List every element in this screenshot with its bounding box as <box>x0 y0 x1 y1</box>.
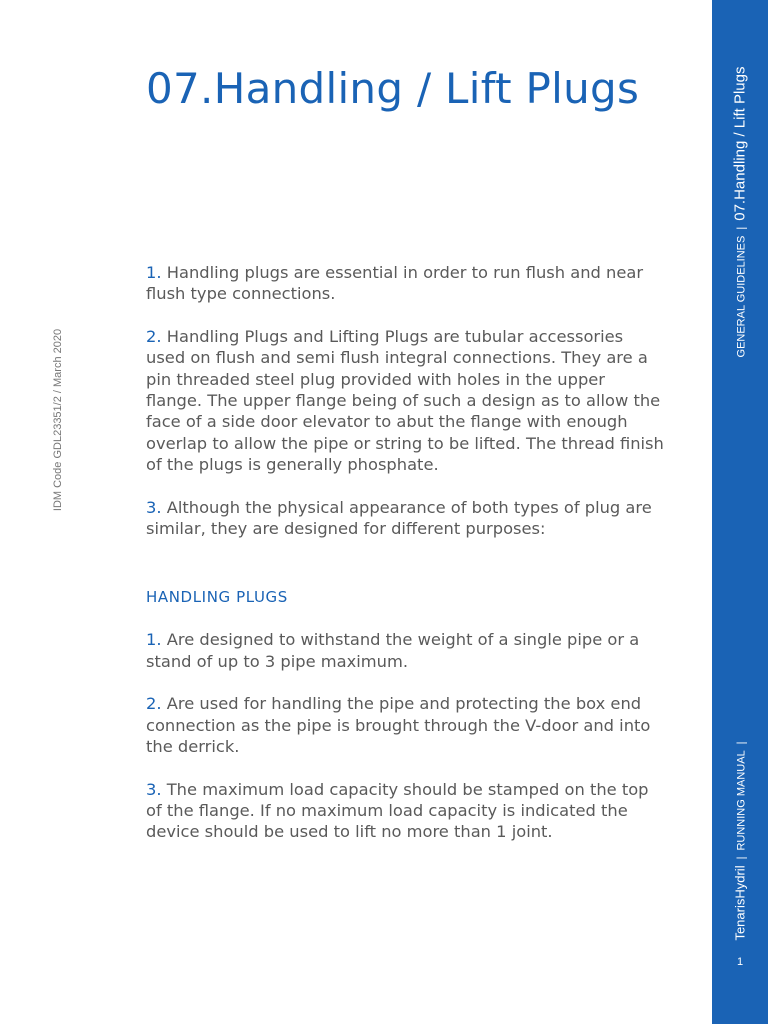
idm-code: IDM Code GDL23351/2 / March 2020 <box>52 328 64 512</box>
sidebar-header <box>732 67 749 358</box>
sidebar <box>712 0 768 1024</box>
separator: | <box>735 856 748 860</box>
chapter-title: 07.Handling / Lift Plugs <box>731 66 749 221</box>
page-number: 1 <box>736 956 744 968</box>
paragraph-number: 2. <box>146 694 162 714</box>
paragraph-text: Are used for handling the pipe and protecting the box end connection as the pipe is brought through the V-door and into the derrick. <box>146 694 651 757</box>
intro-paragraph-2 <box>146 326 666 476</box>
sidebar-footer <box>733 735 748 940</box>
manual-label: RUNNING MANUAL <box>735 750 748 851</box>
handling-item-1 <box>146 629 666 672</box>
section-heading: HANDLING PLUGS <box>146 588 288 607</box>
paragraph-text: Are designed to withstand the weight of a single pipe or a stand of up to 3 pipe maximum. <box>146 630 640 671</box>
paragraph-number: 3. <box>146 497 162 517</box>
handling-item-3 <box>146 779 666 843</box>
section-label: GENERAL GUIDELINES <box>735 235 748 358</box>
main-content <box>146 262 666 864</box>
page-title: 07.Handling / Lift Plugs <box>146 64 640 113</box>
paragraph-text: Handling plugs are essential in order to run flush and near flush type connections. <box>146 263 644 304</box>
paragraph-text: Handling Plugs and Lifting Plugs are tubular accessories used on flush and semi flush integral connections. They are a pin threaded steel plug provided with holes in the upper flange. The upper flange being of such a design as to allow the face of a side door elevator to abut the flange with enough overlap to allow the pipe or string to be lifted. The thread finish of the plugs is generally phosphate. <box>146 326 664 475</box>
brand-name: TenarisHydril <box>732 865 748 941</box>
paragraph-number: 1. <box>146 263 162 282</box>
separator: | <box>735 741 748 745</box>
handling-item-2 <box>146 693 666 757</box>
intro-paragraph-3 <box>146 497 666 540</box>
paragraph-number: 2. <box>146 326 162 346</box>
separator: | <box>735 226 748 230</box>
intro-paragraph-1 <box>146 262 666 305</box>
paragraph-number: 3. <box>146 779 162 799</box>
paragraph-text: The maximum load capacity should be stamped on the top of the flange. If no maximum load capacity is indicated the device should be used to lift no more than 1 joint. <box>146 779 649 842</box>
paragraph-number: 1. <box>146 630 162 650</box>
paragraph-text: Although the physical appearance of both types of plug are similar, they are designed for different purposes: <box>146 497 652 539</box>
